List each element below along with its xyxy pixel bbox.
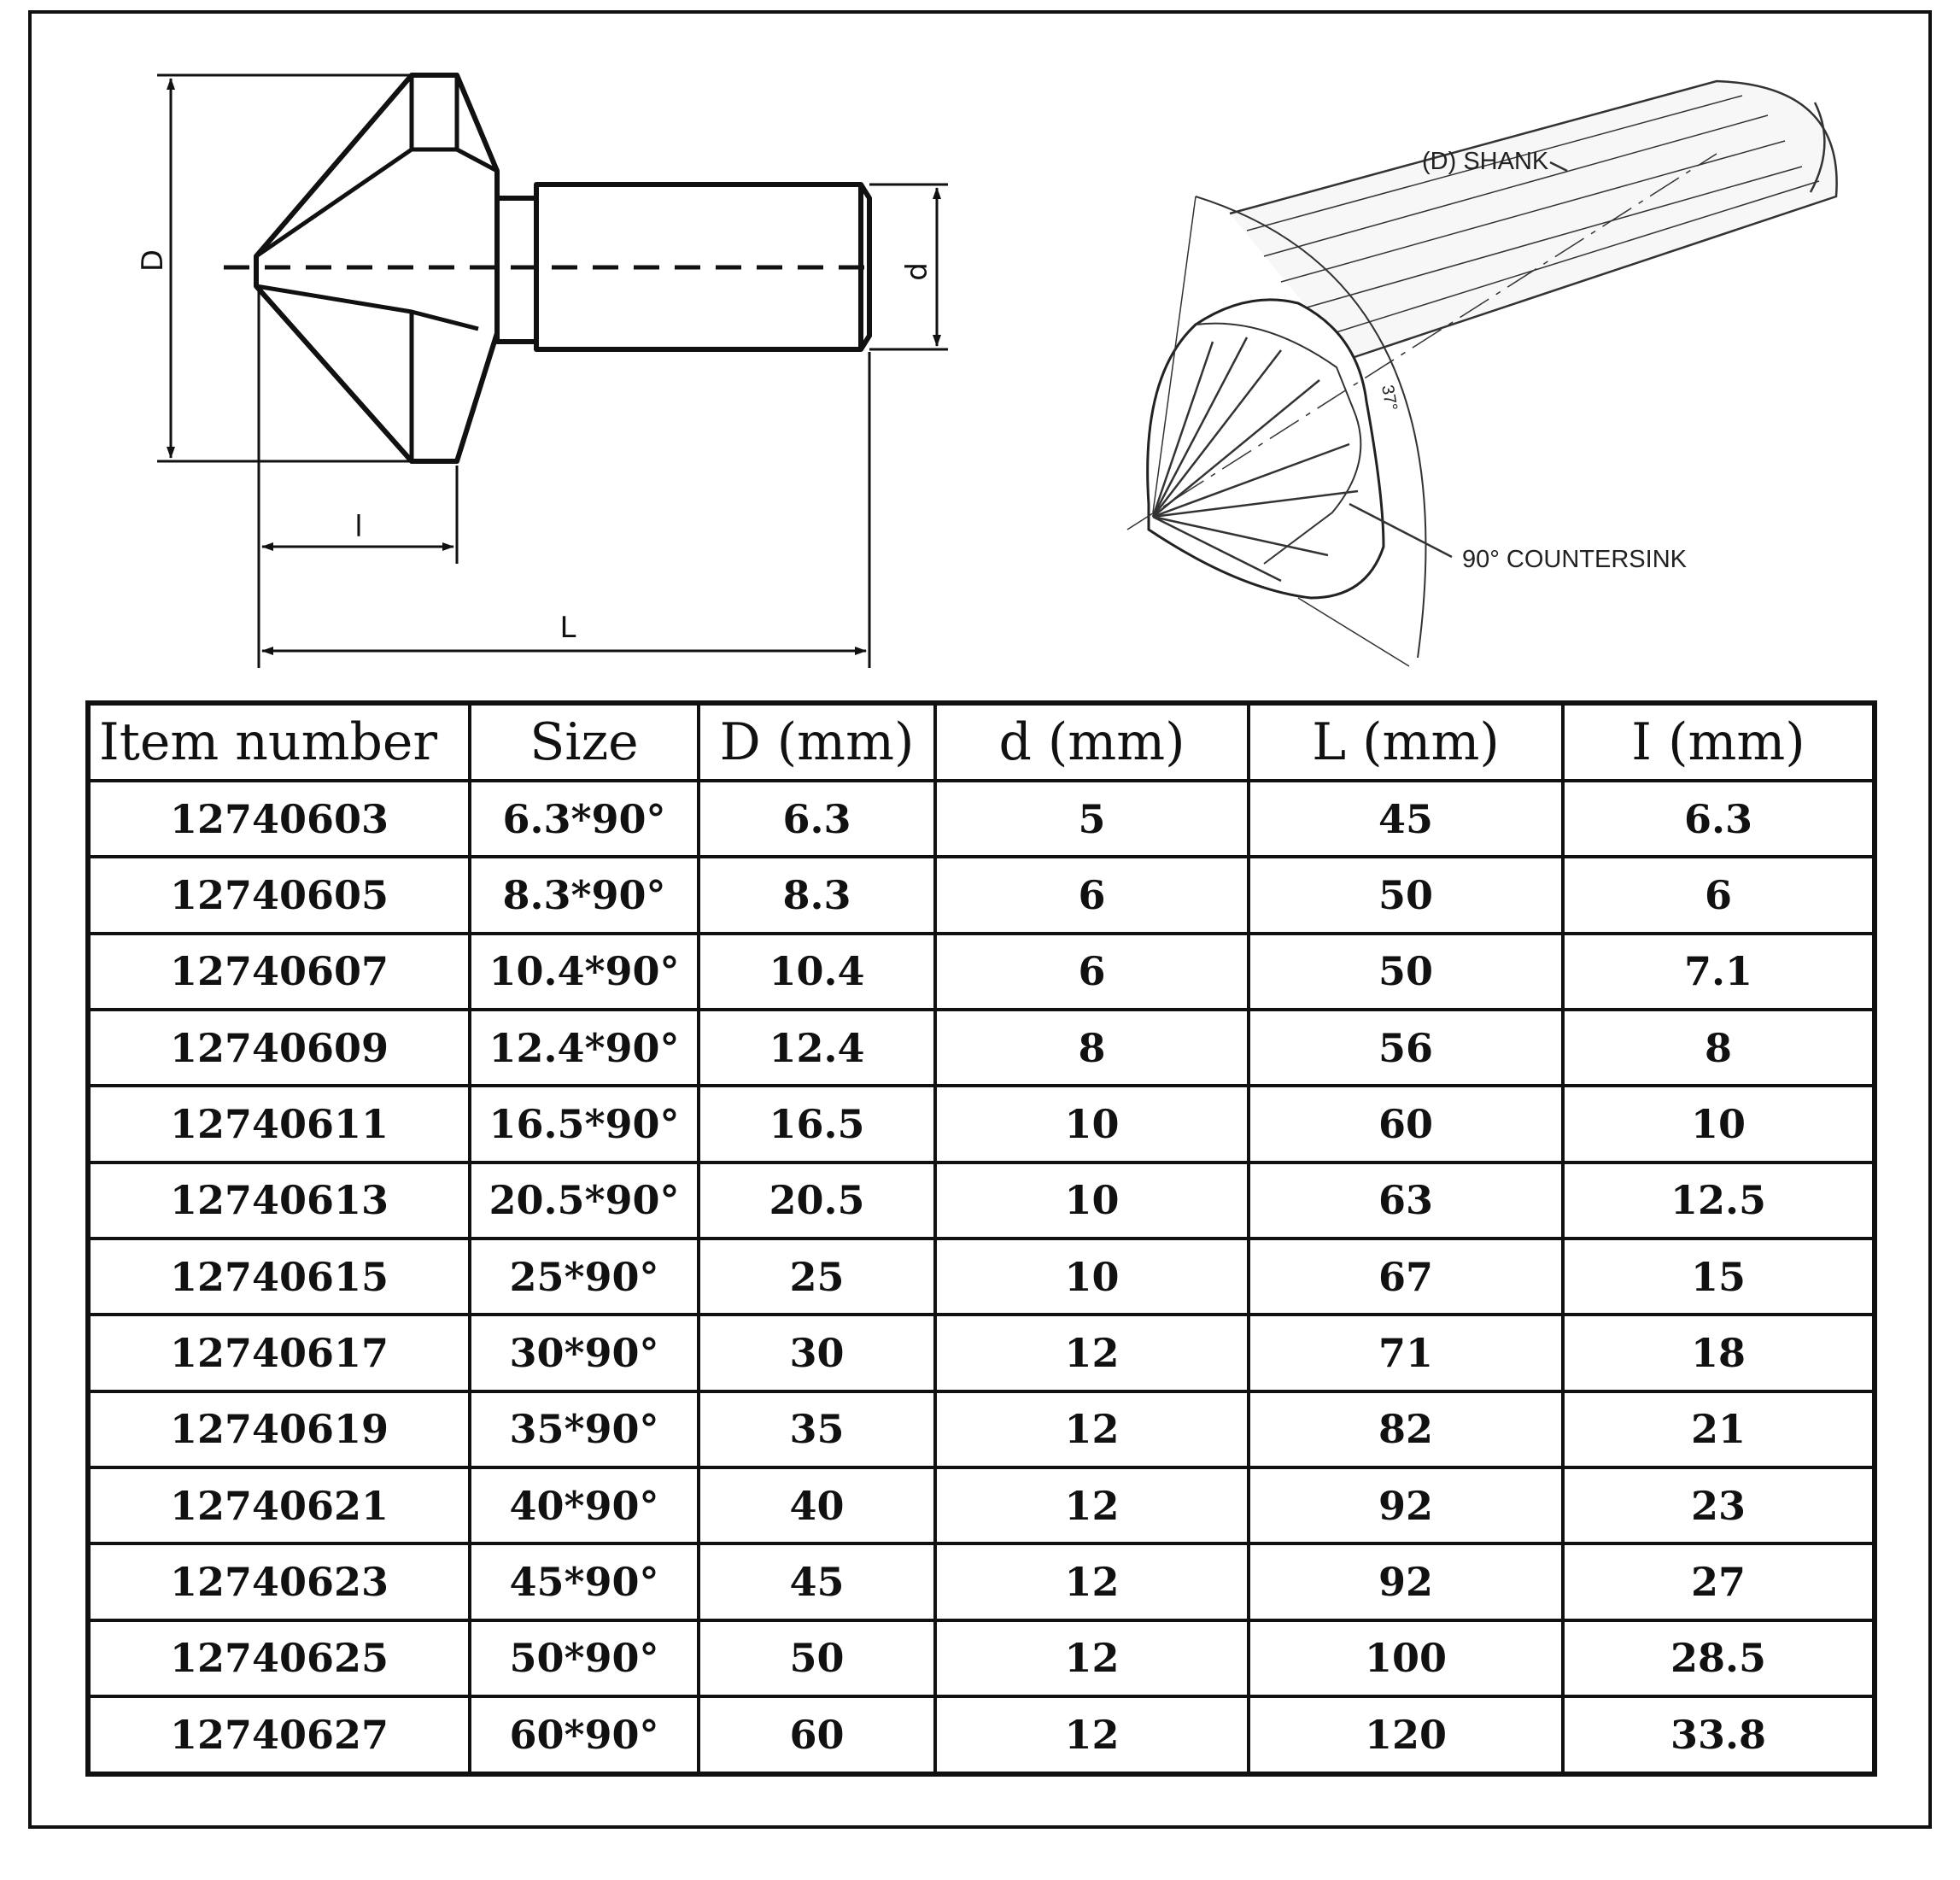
header-L: L (mm): [1249, 703, 1563, 781]
d-cell: 10: [935, 1086, 1249, 1162]
header-item-number: Item number: [88, 703, 470, 781]
size-cell: 50*90°: [470, 1620, 699, 1696]
table-row: [88, 934, 1875, 1010]
d-cell: 6: [935, 857, 1249, 933]
L-cell: 50: [1249, 934, 1563, 1010]
d-cell: 10: [935, 1239, 1249, 1315]
I-cell: 28.5: [1563, 1620, 1875, 1696]
dimension-L-label: L: [559, 611, 576, 645]
D-cell: 10.4: [699, 934, 935, 1010]
header-d: d (mm): [935, 703, 1249, 781]
L-cell: 71: [1249, 1315, 1563, 1391]
D-cell: 8.3: [699, 857, 935, 933]
I-cell: 6.3: [1563, 781, 1875, 857]
I-cell: 7.1: [1563, 934, 1875, 1010]
L-cell: 63: [1249, 1163, 1563, 1239]
dimension-l-label: l: [354, 510, 363, 544]
item-number-cell: 12740617: [88, 1315, 470, 1391]
I-cell: 8: [1563, 1010, 1875, 1086]
table-row: [88, 857, 1875, 933]
table-row: [88, 1696, 1875, 1774]
d-cell: 12: [935, 1315, 1249, 1391]
size-cell: 25*90°: [470, 1239, 699, 1315]
table-header-row: [88, 703, 1875, 781]
item-number-cell: 12740611: [88, 1086, 470, 1162]
size-cell: 10.4*90°: [470, 934, 699, 1010]
L-cell: 82: [1249, 1391, 1563, 1467]
D-cell: 40: [699, 1467, 935, 1543]
L-cell: 56: [1249, 1010, 1563, 1086]
I-cell: 21: [1563, 1391, 1875, 1467]
spec-table: [85, 700, 1877, 1777]
d-cell: 12: [935, 1467, 1249, 1543]
size-cell: 40*90°: [470, 1467, 699, 1543]
D-cell: 16.5: [699, 1086, 935, 1162]
D-cell: 20.5: [699, 1163, 935, 1239]
size-cell: 16.5*90°: [470, 1086, 699, 1162]
item-number-cell: 12740603: [88, 781, 470, 857]
D-cell: 60: [699, 1696, 935, 1774]
countersink-label: 90° COUNTERSINK: [1462, 546, 1687, 573]
shank-label: (D) SHANK: [1422, 148, 1549, 175]
D-cell: 12.4: [699, 1010, 935, 1086]
d-cell: 8: [935, 1010, 1249, 1086]
L-cell: 100: [1249, 1620, 1563, 1696]
table-row: [88, 1163, 1875, 1239]
I-cell: 18: [1563, 1315, 1875, 1391]
D-cell: 45: [699, 1543, 935, 1619]
table-row: [88, 1391, 1875, 1467]
item-number-cell: 12740625: [88, 1620, 470, 1696]
I-cell: 12.5: [1563, 1163, 1875, 1239]
I-cell: 33.8: [1563, 1696, 1875, 1774]
item-number-cell: 12740609: [88, 1010, 470, 1086]
item-number-cell: 12740627: [88, 1696, 470, 1774]
table-row: [88, 1467, 1875, 1543]
d-cell: 12: [935, 1620, 1249, 1696]
table-row: [88, 1620, 1875, 1696]
angle-label: 37°: [1378, 384, 1401, 413]
d-cell: 12: [935, 1391, 1249, 1467]
dimension-lines: [157, 75, 948, 668]
L-cell: 67: [1249, 1239, 1563, 1315]
header-size: Size: [470, 703, 699, 781]
item-number-cell: 12740605: [88, 857, 470, 933]
item-number-cell: 12740621: [88, 1467, 470, 1543]
table-row: [88, 781, 1875, 857]
table-body: [88, 781, 1875, 1774]
L-cell: 120: [1249, 1696, 1563, 1774]
size-cell: 8.3*90°: [470, 857, 699, 933]
L-cell: 50: [1249, 857, 1563, 933]
table-row: [88, 1010, 1875, 1086]
I-cell: 15: [1563, 1239, 1875, 1315]
item-number-cell: 12740613: [88, 1163, 470, 1239]
d-cell: 6: [935, 934, 1249, 1010]
item-number-cell: 12740615: [88, 1239, 470, 1315]
table-row: [88, 1543, 1875, 1619]
d-cell: 12: [935, 1696, 1249, 1774]
D-cell: 35: [699, 1391, 935, 1467]
I-cell: 10: [1563, 1086, 1875, 1162]
table-row: [88, 1086, 1875, 1162]
d-cell: 12: [935, 1543, 1249, 1619]
size-cell: 60*90°: [470, 1696, 699, 1774]
L-cell: 92: [1249, 1467, 1563, 1543]
L-cell: 92: [1249, 1543, 1563, 1619]
size-cell: 20.5*90°: [470, 1163, 699, 1239]
table-row: [88, 1239, 1875, 1315]
D-cell: 6.3: [699, 781, 935, 857]
I-cell: 27: [1563, 1543, 1875, 1619]
size-cell: 45*90°: [470, 1543, 699, 1619]
I-cell: 6: [1563, 857, 1875, 933]
size-cell: 30*90°: [470, 1315, 699, 1391]
d-cell: 5: [935, 781, 1249, 857]
L-cell: 45: [1249, 781, 1563, 857]
table-row: [88, 1315, 1875, 1391]
item-number-cell: 12740607: [88, 934, 470, 1010]
L-cell: 60: [1249, 1086, 1563, 1162]
dimension-d-label: d: [900, 262, 934, 281]
item-number-cell: 12740619: [88, 1391, 470, 1467]
d-cell: 10: [935, 1163, 1249, 1239]
size-cell: 35*90°: [470, 1391, 699, 1467]
I-cell: 23: [1563, 1467, 1875, 1543]
D-cell: 50: [699, 1620, 935, 1696]
header-I: I (mm): [1563, 703, 1875, 781]
item-number-cell: 12740623: [88, 1543, 470, 1619]
dimension-D-label: D: [136, 249, 170, 272]
header-D: D (mm): [699, 703, 935, 781]
size-cell: 6.3*90°: [470, 781, 699, 857]
technical-drawing: [0, 0, 1960, 683]
D-cell: 25: [699, 1239, 935, 1315]
size-cell: 12.4*90°: [470, 1010, 699, 1086]
D-cell: 30: [699, 1315, 935, 1391]
